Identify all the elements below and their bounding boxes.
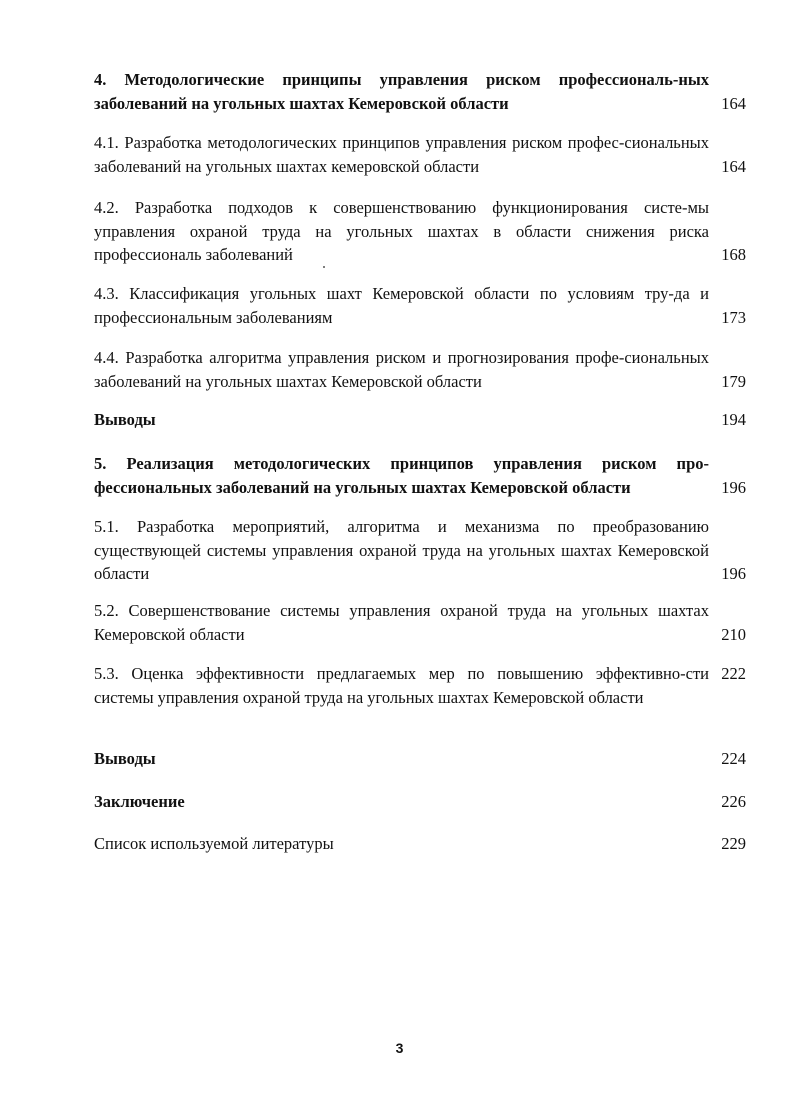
toc-entry: [94, 832, 746, 856]
toc-entry-title: 4. Методологические принципы управления риском профессиональ-ных заболеваний на угольных шахтах Кемеровской области: [94, 70, 709, 113]
toc-entry-page: 173: [721, 307, 746, 327]
toc-entry: [94, 599, 746, 646]
toc-entry-page: 194: [721, 410, 746, 429]
toc-entry-title: Заключение: [94, 792, 185, 811]
toc-entry-title: 4.3. Классификация угольных шахт Кемеровской области по условиям тру-да и профессиональным заболеваниям: [94, 284, 709, 327]
toc-entry-title: Выводы: [94, 410, 156, 429]
toc-entry: [94, 346, 746, 393]
toc-entry-page: 164: [721, 93, 746, 113]
toc-entry-title: Выводы: [94, 749, 156, 768]
toc-entry-title: 5.1. Разработка мероприятий, алгоритма и механизма по преобразованию существующей системы управления охраной труда на угольных шахтах Кемеровской области: [94, 517, 709, 583]
toc-entry: [94, 452, 746, 499]
toc-entry-page: 196: [721, 564, 746, 583]
toc-entry-title: 5.2. Совершенствование системы управления охраной труда на угольных шахтах Кемеровской области: [94, 601, 709, 644]
toc-entry: [94, 747, 746, 771]
toc-entry-page: 196: [721, 477, 746, 497]
toc-entry-page: 210: [721, 624, 746, 644]
toc-entry-title: 4.4. Разработка алгоритма управления риском и прогнозирования профе-сиональных заболеваний на угольных шахтах Кемеровской области: [94, 348, 709, 391]
toc-entry: [94, 68, 746, 115]
scan-speck: [323, 266, 325, 268]
toc-entry-page: 164: [721, 156, 746, 176]
toc-entry: [94, 408, 746, 432]
toc-entry-title: 5. Реализация методологических принципов управления риском про-фессиональных заболеваний на угольных шахтах Кемеровской области: [94, 454, 709, 497]
toc-entry-title: 4.1. Разработка методологических принципов управления риском профес-сиональных заболеваний на угольных шахтах кемеровской области: [94, 133, 709, 176]
toc-entry-page: 179: [721, 371, 746, 391]
toc-entry: [94, 790, 746, 814]
toc-entry-page: 226: [721, 792, 746, 811]
toc-entry: [94, 515, 746, 586]
toc-entry: [94, 662, 746, 709]
toc-entry-page: 222: [721, 664, 746, 683]
toc-entry-page: 168: [721, 245, 746, 264]
toc-entry-page: 224: [721, 749, 746, 768]
page-number: 3: [395, 1040, 404, 1056]
toc-entry: [94, 131, 746, 178]
toc-entry-title: 5.3. Оценка эффективности предлагаемых мер по повышению эффективно-сти системы управления охраной труда на угольных шахтах Кемеровской области: [94, 664, 709, 707]
toc-entry-page: 229: [721, 834, 746, 853]
toc-entry-title: Список используемой литературы: [94, 834, 334, 853]
toc-entry: [94, 282, 746, 329]
toc-entry-title: 4.2. Разработка подходов к совершенствованию функционирования систе-мы управления охраной труда на угольных шахтах в области снижения риска профессиональ заболеваний: [94, 198, 709, 264]
toc-entry: [94, 196, 746, 267]
